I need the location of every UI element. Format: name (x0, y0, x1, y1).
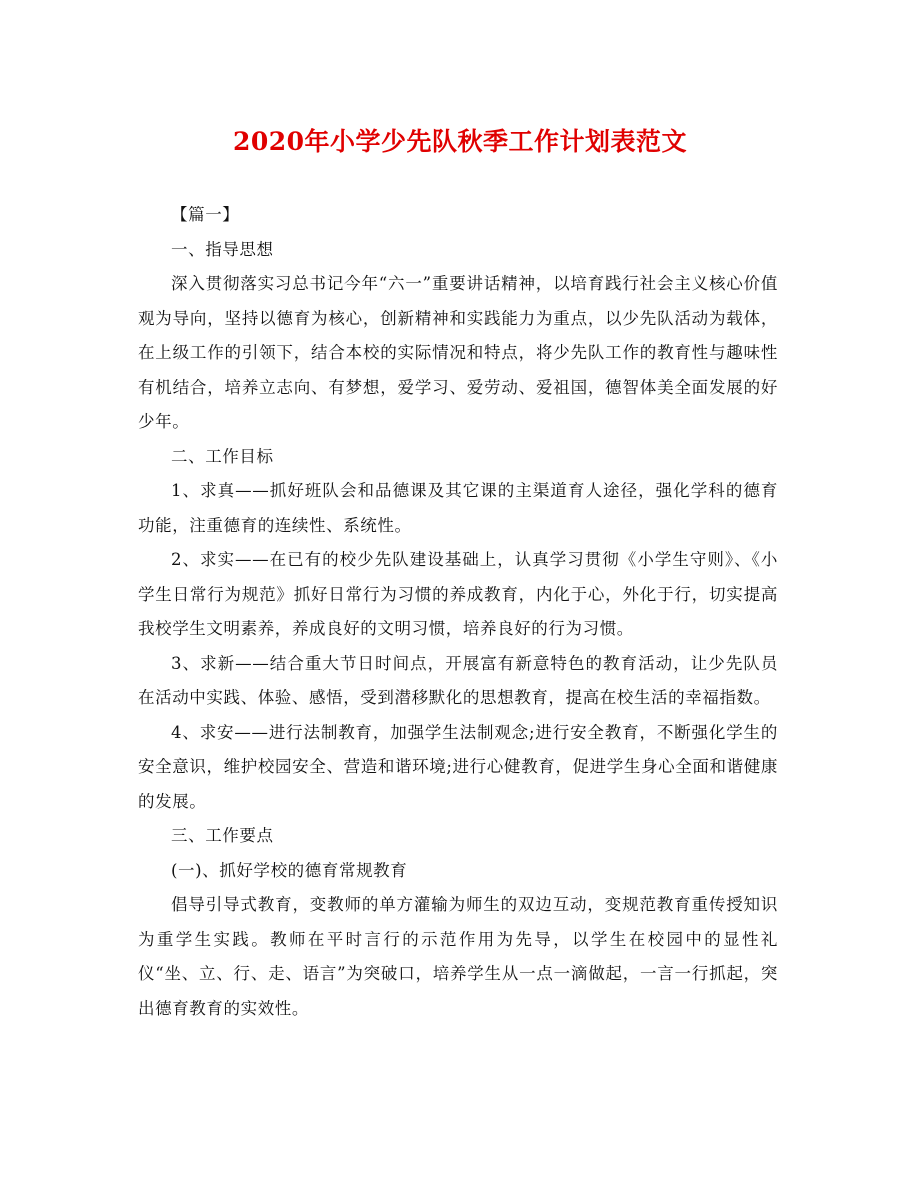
heading-work-goals: 二、工作目标 (171, 446, 274, 466)
heading-guiding-thought: 一、指导思想 (171, 239, 274, 259)
paragraph-goal-3: 3、求新——结合重大节日时间点，开展富有新意特色的教育活动，让少先队员在活动中实践、体验、感悟，受到潜移默化的思想教育，提高在校生活的幸福指数。 (138, 653, 778, 707)
document-body (138, 198, 778, 1026)
paragraph-routine-education: 倡导引导式教育，变教师的单方灌输为师生的双边互动，变规范教育重传授知识为重学生实践。教师在平时言行的示范作用为先导，以学生在校园中的显性礼仪“坐、立、行、走、语言”为突破口，培养学生从一点一滴做起，一言一行抓起，突出德育教育的实效性。 (138, 895, 778, 1018)
heading-work-points: 三、工作要点 (171, 826, 274, 845)
paragraph-guiding-thought: 深入贯彻落实习总书记今年“六一”重要讲话精神，以培育践行社会主义核心价值观为导向，坚持以德育为核心，创新精神和实践能力为重点，以少先队活动为载体，在上级工作的引领下，结合本校的实际情况和特点，将少先队工作的教育性与趣味性有机结合，培养立志向、有梦想，爱学习、爱劳动、爱祖国，德智体美全面发展的好少年。 (138, 274, 778, 431)
subheading-routine-education: (一)、抓好学校的德育常规教育 (171, 860, 408, 880)
section-label: 【篇一】 (171, 205, 240, 224)
paragraph-goal-2: 2、求实——在已有的校少先队建设基础上，认真学习贯彻《小学生守则》、《小学生日常行为规范》抓好日常行为习惯的养成教育，内化于心，外化于行，切实提高我校学生文明素养，养成良好的文明习惯，培养良好的行为习惯。 (138, 550, 778, 638)
paragraph-goal-1: 1、求真——抓好班队会和品德课及其它课的主渠道育人途径，强化学科的德育功能，注重德育的连续性、系统性。 (138, 481, 778, 535)
document-title: 2020年小学少先队秋季工作计划表范文 (232, 127, 688, 156)
paragraph-goal-4: 4、求安——进行法制教育，加强学生法制观念;进行安全教育，不断强化学生的安全意识，维护校园安全、营造和谐环境;进行心健教育，促进学生身心全面和谐健康的发展。 (138, 722, 778, 811)
